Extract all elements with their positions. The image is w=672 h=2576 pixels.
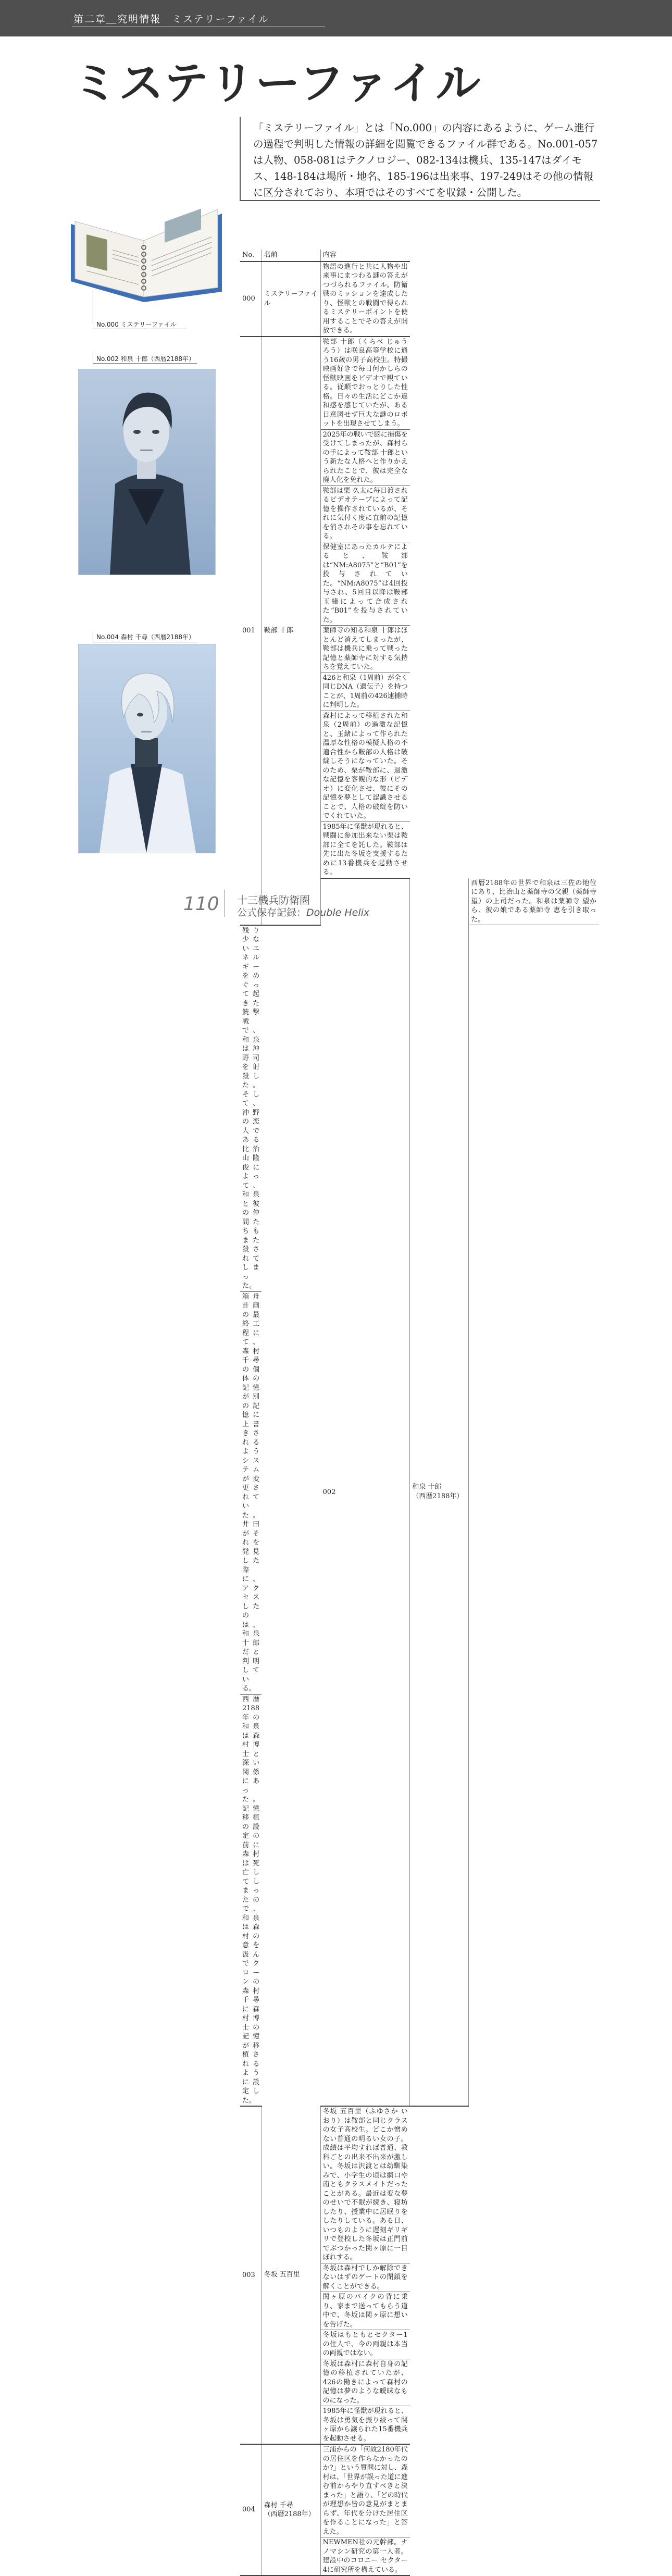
table-header-row [240,250,599,262]
row-content: 冬坂は森村に森村自身の記憶の移植されていたが、426の働きによって森村の記憶は夢のような曖昧なものになった。 [320,2359,410,2406]
row-number: 002 [320,878,410,2107]
row-content: 保健室にあったカルテによると、鞍部は“NM:A8075”と“B01”を投与されていた。“NM:A8075”は4回投与され、5回目以降は鞍部 玉緒によって合成された“B01”を投与されていた。 [320,542,410,626]
intro-text: 「ミステリーファイル」とは「No.000」の内容にあるように、ゲーム進行の過程で判明した情報の詳細を閲覧できるファイル群である。No.001-057は人物、058-081はテクノロジー、082-134は機兵、135-147はダイモス、148-184は場所・地名、185-196は出来事、197-249はその他の情報に区分されており、本項ではそのすべてを収録・公開した。 [253,122,598,198]
row-content: 2025年の戦いで脳に損傷を受けてしまったが、森村らの手によって鞍部 十郎という新たな人格へと作りかえられたことで、彼は完全な廃人化を免れた。 [320,429,410,486]
footer-subtitle-en: Double Helix [306,907,370,918]
row-number: 003 [240,2106,262,2444]
row-content: 冬坂 五百里（ふゆさか いおり）は鞍部と同じクラスの女子高校生。どこか憎めない普通の明るい女の子。成績は平均すれば普通、教科ごとの出来不出来が激しい。冬坂は沢渡とは幼馴染みで、小学生の頃は網口や南ともクラスメイトだったことがある。最近は変な夢のせいで不眠が続き、寝坊したり、授業中に居眠りをしたりしている。ある日、いつものように遅刻ギリギリで登校した冬坂は正門前でぶつかった関ヶ原に一目ぼれする。 [320,2106,410,2263]
intro-box [240,117,600,201]
row-number: 004 [240,2444,262,2575]
header-name: 名前 [262,250,320,262]
row-content: 冬坂は森村でしか解除できないはずのゲートの閉鎖を解くことができる。 [320,2263,410,2292]
footer-subtitle [237,905,369,919]
row-number: 001 [240,337,262,925]
row-content: NEWMEN社の元幹部。ナノマシン研究の第一人者。建設中のコロニー セクター4に研究所を構えている。 [320,2537,410,2576]
page-number: 110 [183,893,219,915]
row-name: 森村 千尋 （西暦2188年） [262,2444,320,2575]
row-content: 鞍部は栗 久太に毎日渡されるビデオテープによって記憶を操作されているが、それに気付く度に直前の記憶を消されその事を忘れている。 [320,486,410,542]
footer-subtitle-jp: 公式保存記録： [237,907,307,918]
row-name: 冬坂 五百里 [262,2106,320,2444]
table-row [240,262,599,337]
row-content: 鞍部 十郎（くらべ じゅうろう）は咲良高等学校に通う16歳の男子高校生。特撮映画好きで毎日何かしらの怪獣映画をビデオで観ている。従順でおっとりした性格。日々の生活にどこか違和感を感じていたが、ある日意図せず巨大な謎のロボットを出現させてしまう。 [320,337,410,430]
row-name: 鞍部 十郎 [262,337,320,925]
row-content: 西暦2188年の世界で和泉は三佐の地位にあり、比治山と薬師寺の父親（薬師寺望）の上司だった。和泉は薬師寺 望から、彼の娘である薬師寺 恵を引き取った。 [469,878,599,925]
header-content: 内容 [320,250,410,262]
caption-no004: No.004 森村 千尋（西暦2188年） [96,633,195,641]
row-content: 三浦からの「何故2180年代の居住区を作らなかったのか?」という質問に対し、森村は、「世界が誤った道に進む前からやり直すべきと決まった」と語り、「どの時代が理想か皆の意見がまとまらず、年代を分けた居住区を作ることになった」と答えた。 [320,2444,410,2537]
table-row [240,2106,599,2263]
row-content: 426と和泉（1周前）が全く同じDNA（遺伝子）を持つことが、1周前の426逮捕時に判明した。 [320,673,410,711]
row-content: 関ヶ原のバイクの背に乗り、家まで送ってもらう道中で、冬坂は関ヶ原に想いを告げた。 [320,2292,410,2330]
row-content: 森村によって移植された和泉（2周前）の過激な記憶と、玉緒によって作られた温厚な性格の模擬人格の不適合性から鞍部の人格は破綻しそうになっていた。そのため、栗が鞍部に、過激な記憶を客観的な形（ビデオ）に変化させ、彼にその記憶を夢として認識させることで、人格の破綻を防いでくれていた。 [320,711,410,822]
mystery-file-table [240,250,599,2576]
row-content: 薬師寺の知る和泉 十郎はほとんど消えてしまったが、鞍部は機兵に乗って戦った記憶と薬師寺に対する気持ちを覚えていた。 [320,626,410,673]
row-content: 1985年に怪獣が現れると、冬坂は勇気を振り絞って関ヶ原から譲られた15番機兵を起動させる。 [320,2406,410,2445]
portrait-morimura-chihiro [78,644,216,853]
page-title: ミステリーファイル [73,57,482,109]
chapter-header-bar [0,0,672,36]
portrait-izumi-juro [78,369,216,575]
table-row [240,2444,599,2537]
row-content: 物語の進行と共に人物や出来事にまつわる謎の答えがつづられるファイル。防衛戦のミッションを達成したり、怪獣との戦闘で得られるミステリーポイントを使用することでその答えが開放できる。 [320,262,410,337]
table-row [240,337,599,430]
caption-no002: No.002 和泉 十郎（西暦2188年） [96,355,195,363]
open-book-illustration [66,193,232,305]
header-no: No. [240,250,262,262]
caption-no000: No.000 ミステリーファイル [96,321,177,328]
row-number: 000 [240,262,262,337]
row-content: 残り少ないエネルギーをめぐって起きた銃撃戦で、和泉は沖野 司を射殺した。そして、沖野の恋人である比治山 隆俊によって、和泉と彼の仲間たちもまた殺されてしまった。 [240,925,262,1292]
row-content: 1985年に怪獣が現れると、戦闘に参加出来ない栗は鞍部に全てを託した。鞍部は先に出た冬坂を支援するために13番機兵を起動させる。 [320,822,410,878]
chapter-breadcrumb: 第二章＿究明情報 ミステリーファイル [73,14,270,25]
row-name: 和泉 十郎 （西暦2188年） [410,878,469,2107]
row-content: 箱舟計画の最終工程にて、森村 千尋の個体の記憶が別の記憶に上書きされるようシステムが変更されていた。井田がそれを発見した際に、アクセスしたのは、和泉 十郎だと判明している。 [240,1291,262,1694]
row-content: 冬坂はもともとセクター1の住人で、今の両親は本当の両親ではない。 [320,2330,410,2359]
row-name: ミステリーファイル [262,262,320,337]
caption-underline [93,363,197,364]
row-content: 西暦2188年の和泉は森村博士と深い関係にあった。記憶移植の設定の前に森村は死亡してしまったので、和泉は森村の意を汲んでクローンの森村 千尋に森村博士の記憶が移植されるように設定した。 [240,1694,262,2106]
table-body [240,262,599,2576]
footer-book-title: 十三機兵防衛圏 [237,894,310,906]
